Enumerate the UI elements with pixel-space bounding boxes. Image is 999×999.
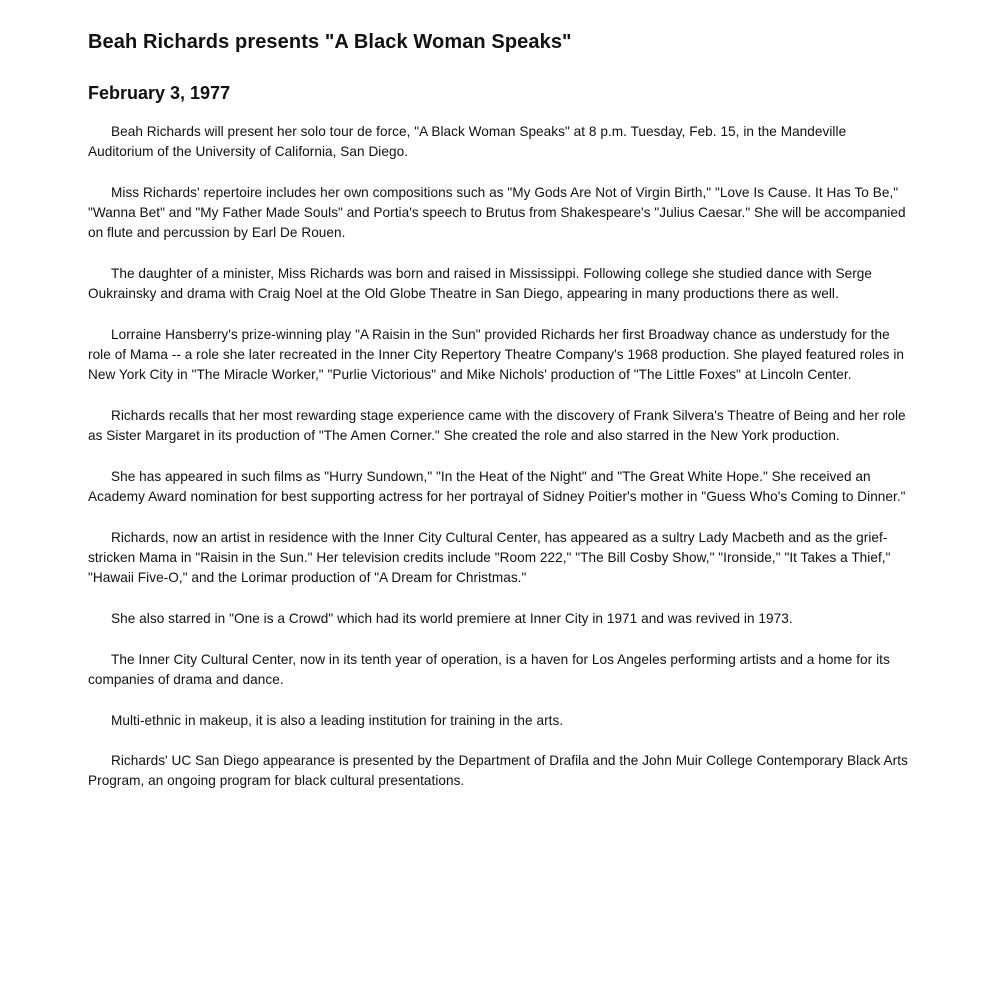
press-release — [88, 30, 910, 812]
paragraph-4: Lorraine Hansberry's prize-winning play "A Raisin in the Sun" provided Richards her first Broadway chance as understudy for the role of Mama -- a role she later recreated in the Inner City Repertory Theatre Company's 1968 production. She played featured roles in New York City in "The Miracle Worker," "Purlie Victorious" and Mike Nichols' production of "The Little Foxes" at Lincoln Center. — [88, 326, 905, 383]
paragraph-7: Richards, now an artist in residence with the Inner City Cultural Center, has appeared as a sultry Lady Macbeth and as the grief-stricken Mama in "Raisin in the Sun." Her television credits include "Room 222," "The Bill Cosby Show," "Ironside," "It Takes a Thief," "Hawaii Five-O," and the Lorimar production of "A Dream for Christmas." — [88, 529, 891, 586]
document-title: Beah Richards presents "A Black Woman Speaks" — [88, 31, 572, 53]
paragraph-9: The Inner City Cultural Center, now in its tenth year of operation, is a haven for Los Angeles performing artists and a home for its companies of drama and dance. — [88, 651, 890, 687]
paragraph-11: Richards' UC San Diego appearance is presented by the Department of Drafila and the John Muir College Contemporary Black Arts Program, an ongoing program for black cultural presentations. — [88, 753, 908, 789]
paragraph-3: The daughter of a minister, Miss Richards was born and raised in Mississippi. Following college she studied dance with Serge Oukrainsky and drama with Craig Noel at the Old Globe Theatre in San Diego, appearing in many productions there as well. — [88, 266, 873, 302]
paragraph-6: She has appeared in such films as "Hurry Sundown," "In the Heat of the Night" and "The Great White Hope." She received an Academy Award nomination for best supporting actress for her portrayal of Sidney Poitier's mother in "Guess Who's Coming to Dinner." — [88, 468, 906, 505]
paragraph-1: Beah Richards will present her solo tour de force, "A Black Woman Speaks" at 8 p.m. Tuesday, Feb. 15, in the Mandeville Auditorium of the University of California, San Diego. — [88, 124, 847, 160]
paragraph-8: She also starred in "One is a Crowd" which had its world premiere at Inner City in 1971 and was revived in 1973. — [111, 610, 793, 626]
paragraph-10: Multi-ethnic in makeup, it is also a leading institution for training in the arts. — [111, 712, 564, 728]
document-date: February 3, 1977 — [88, 83, 231, 103]
paragraph-5: Richards recalls that her most rewarding stage experience came with the discovery of Frank Silvera's Theatre of Being and her role as Sister Margaret in its production of "The Amen Corner." She created the role and also starred in the New York production. — [88, 408, 906, 444]
paragraph-2: Miss Richards' repertoire includes her own compositions such as "My Gods Are Not of Virgin Birth," "Love Is Cause. It Has To Be," "Wanna Bet" and "My Father Made Souls" and Portia's speech to Brutus from Shakespeare's "Julius Caesar." She will be accompanied on flute and percussion by Earl De Rouen. — [88, 184, 906, 241]
document-body — [88, 122, 910, 792]
